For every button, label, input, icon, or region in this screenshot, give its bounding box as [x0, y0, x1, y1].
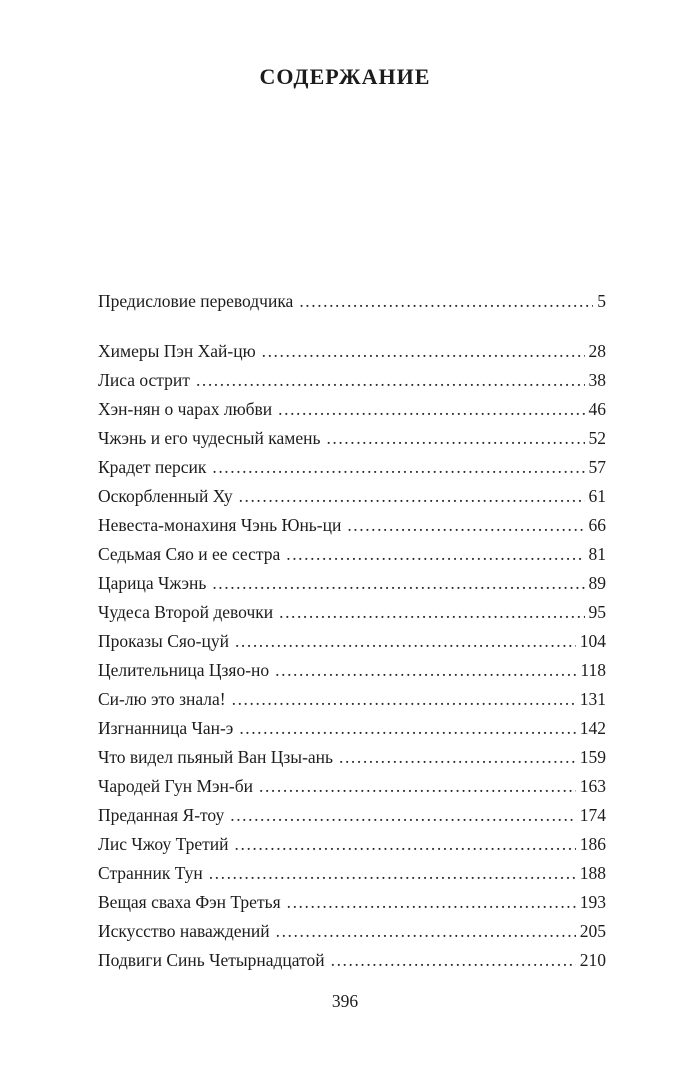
- toc-entry-page: 28: [588, 341, 606, 361]
- dot-leader: [262, 337, 585, 366]
- dot-leader: [259, 772, 576, 801]
- toc-entry-title: Седьмая Сяо и ее сестра: [98, 544, 281, 564]
- toc-entry: [98, 743, 606, 772]
- toc-entry-page: 38: [588, 370, 606, 390]
- dot-leader: [276, 917, 576, 946]
- toc-entry-title: Химеры Пэн Хай-цю: [98, 341, 256, 361]
- toc-entry: [98, 540, 606, 569]
- toc-preface-list: [98, 287, 606, 316]
- dot-leader: [339, 743, 576, 772]
- toc-entry: [98, 859, 606, 888]
- toc-entry: [98, 424, 606, 453]
- toc-entry-title: Невеста-монахиня Чэнь Юнь-ци: [98, 515, 342, 535]
- toc-entry-page: 81: [588, 544, 606, 564]
- toc-entry: [98, 627, 606, 656]
- dot-leader: [239, 482, 585, 511]
- toc-entry: [98, 656, 606, 685]
- toc-entry-page: 52: [588, 428, 606, 448]
- toc-entry: [98, 685, 606, 714]
- dot-leader: [286, 540, 584, 569]
- toc-entry-title: Вещая сваха Фэн Третья: [98, 892, 281, 912]
- toc-entry-title: Чудеса Второй девочки: [98, 602, 274, 622]
- dot-leader: [279, 598, 584, 627]
- dot-leader: [275, 656, 576, 685]
- dot-leader: [212, 569, 584, 598]
- toc-entry-page: 142: [579, 718, 606, 738]
- toc-entry-title: Лиса острит: [98, 370, 190, 390]
- toc-entry-page: 46: [588, 399, 606, 419]
- dot-leader: [196, 366, 585, 395]
- toc-entry-title: Царица Чжэнь: [98, 573, 207, 593]
- toc-entry: [98, 569, 606, 598]
- dot-leader: [235, 830, 576, 859]
- dot-leader: [326, 424, 584, 453]
- dot-leader: [331, 946, 576, 975]
- toc-list: [98, 337, 606, 975]
- toc-entry-page: 159: [579, 747, 606, 767]
- dot-leader: [209, 859, 576, 888]
- toc-entry-page: 131: [579, 689, 606, 709]
- dot-leader: [278, 395, 584, 424]
- toc-entry-title: Странник Тун: [98, 863, 203, 883]
- dot-leader: [235, 627, 576, 656]
- toc-entry-page: 57: [588, 457, 606, 477]
- toc-entry: [98, 511, 606, 540]
- toc-entry-page: 66: [588, 515, 606, 535]
- toc-entry-title: Оскорбленный Ху: [98, 486, 233, 506]
- toc-entry: [98, 801, 606, 830]
- page-number: 396: [331, 991, 359, 1011]
- toc-entry-page: 186: [579, 834, 606, 854]
- toc-entry-title: Проказы Сяо-цуй: [98, 631, 229, 651]
- toc-entry-title: Искусство наваждений: [98, 921, 270, 941]
- page-title: СОДЕРЖАНИЕ: [259, 64, 431, 89]
- toc-entry-title: Подвиги Синь Четырнадцатой: [98, 950, 325, 970]
- toc-entry-title: Хэн-нян о чарах любви: [98, 399, 273, 419]
- toc-entry-title: Преданная Я-тоу: [98, 805, 225, 825]
- dot-leader: [230, 801, 575, 830]
- toc-entry: [98, 395, 606, 424]
- toc-entry-title: Крадет персик: [98, 457, 207, 477]
- toc-entry-page: 174: [579, 805, 606, 825]
- dot-leader: [287, 888, 576, 917]
- toc-entry-title: Чжэнь и его чудесный камень: [98, 428, 321, 448]
- toc-entry-page: 5: [597, 291, 606, 311]
- toc-entry-page: 89: [588, 573, 606, 593]
- toc-entry: [98, 830, 606, 859]
- toc-entry: [98, 287, 606, 316]
- dot-leader: [347, 511, 584, 540]
- toc-entry: [98, 598, 606, 627]
- toc-entry-page: 210: [579, 950, 606, 970]
- dot-leader: [299, 287, 593, 316]
- toc-entry: [98, 714, 606, 743]
- toc-entry: [98, 366, 606, 395]
- toc-entry: [98, 917, 606, 946]
- dot-leader: [239, 714, 575, 743]
- toc-entry-page: 188: [579, 863, 606, 883]
- toc-entry-title: Целительница Цзяо-но: [98, 660, 270, 680]
- toc-entry-title: Чародей Гун Мэн-би: [98, 776, 254, 796]
- toc-entry: [98, 772, 606, 801]
- toc-entry-page: 104: [579, 631, 606, 651]
- toc-entry-page: 193: [579, 892, 606, 912]
- toc-entry: [98, 337, 606, 366]
- toc-entry: [98, 946, 606, 975]
- toc-entry-page: 61: [588, 486, 606, 506]
- toc-entry-title: Что видел пьяный Ван Цзы-ань: [98, 747, 334, 767]
- toc-entry-title: Си-лю это знала!: [98, 689, 226, 709]
- toc-entry-title: Изгнанница Чан-э: [98, 718, 234, 738]
- toc-entry-page: 118: [580, 660, 606, 680]
- toc-entry-page: 95: [588, 602, 606, 622]
- toc-entry: [98, 453, 606, 482]
- toc-entry-page: 205: [579, 921, 606, 941]
- toc-entry-title: Предисловие переводчика: [98, 291, 294, 311]
- toc-entry-title: Лис Чжоу Третий: [98, 834, 229, 854]
- dot-leader: [212, 453, 584, 482]
- toc-entry-page: 163: [579, 776, 606, 796]
- toc-entry: [98, 888, 606, 917]
- dot-leader: [232, 685, 576, 714]
- toc-entry: [98, 482, 606, 511]
